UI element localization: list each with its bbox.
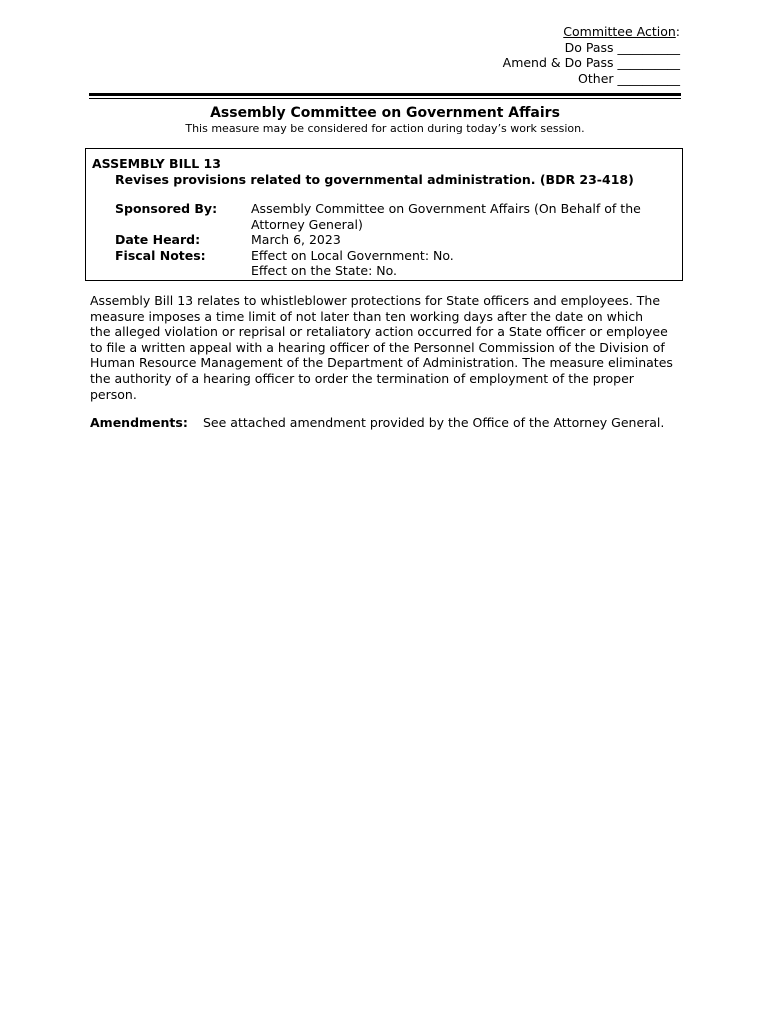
committee-action-title: Committee Action [563,24,676,39]
date-heard-row [115,232,675,248]
bill-info-box [85,148,683,281]
description-line: Assembly Bill 13 relates to whistleblower protections for State officers and employees. The [90,293,661,308]
sponsored-by-label: Sponsored By: [115,201,218,216]
committee-action-block [503,24,680,86]
description-line: Human Resource Management of the Department of Administration. The measure eliminates [90,355,673,371]
fiscal-note-local: Effect on Local Government: No. [251,247,454,263]
date-heard-value: March 6, 2023 [251,232,341,248]
option-amend-do-pass: Amend & Do Pass __________ [502,55,680,71]
sponsored-by-row [115,201,675,232]
sponsored-by-line-2: Attorney General) [251,216,363,232]
option-do-pass: Do Pass __________ [564,39,680,55]
committee-action-colon: : [675,24,680,39]
description-line: the authority of a hearing officer to order the termination of employment of the proper [90,370,634,386]
description-line: the alleged violation or reprisal or retaliatory action occurred for a State officer or employee [90,324,668,340]
header-rule-thin [89,98,681,99]
description-line: person. [90,386,137,402]
committee-action-heading [503,24,680,40]
committee-name: Assembly Committee on Government Affairs [210,105,560,121]
fiscal-note-state: Effect on the State: No. [251,263,398,279]
fiscal-notes-row [115,248,675,279]
description-line: measure imposes a time limit of not later than ten working days after the date on which [90,308,644,324]
fiscal-notes-label: Fiscal Notes: [115,247,206,263]
description-line: to file a written appeal with a hearing officer of the Personnel Commission of the Division of [90,339,665,355]
amendments-label: Amendments: [90,415,188,430]
sponsored-by-line-1: Assembly Committee on Government Affairs (On Behalf of the [251,201,641,216]
bill-summary: Revises provisions related to governmental administration. (BDR 23-418) [115,172,634,187]
header-rule-thick [89,93,681,96]
work-session-note: This measure may be considered for action during today’s work session. [185,122,585,135]
bill-number: ASSEMBLY BILL 13 [92,156,221,171]
bill-description [90,293,682,402]
amendments-text: See attached amendment provided by the Office of the Attorney General. [203,415,665,430]
bill-fields [115,201,675,279]
date-heard-label: Date Heard: [115,232,201,248]
amendments-row [90,415,690,431]
option-other: Other __________ [578,70,680,86]
